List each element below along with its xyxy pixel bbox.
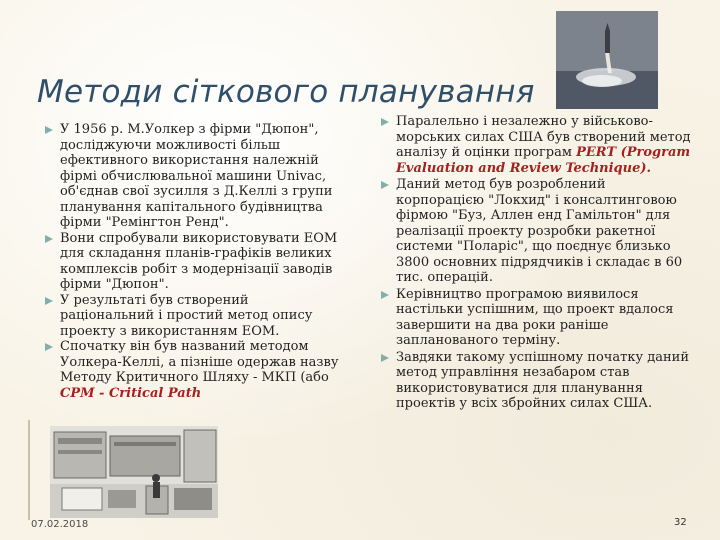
univac-computer-room-photo [50, 426, 218, 518]
list-item: У 1956 р. М.Уолкер з фірми "Дюпон", досліджуючи можливості більш ефективного використання належній фірмі обчислювальної машини Univac, об'єднав свої зусилля з Д.Келлі з групи планування капітального будівництва фірми "Ремінгтон Ренд". [45, 122, 345, 231]
right-bullet-list [381, 114, 691, 413]
computer-room-illustration [50, 426, 218, 518]
missile-launch-illustration [556, 11, 658, 109]
footer-date: 07.02.2018 [31, 519, 89, 530]
list-item: Даний метод був розроблений корпорацією "Локхид" і консалтинговою фірмою "Буз, Аллен енд Гамільтон" для реалізації проекту розробки ракетної системи "Поларіс", що поєднує близько 3800 основних підрядчиків і складає в 60 тис. операцій. [381, 177, 691, 286]
slide-title: Методи сіткового планування [37, 74, 535, 110]
list-item: Вони спробували використовувати ЕОМ для складання планів-графіків великих комплексів робіт з модернізації заводів фірми "Дюпон". [45, 231, 345, 293]
page-number: 32 [674, 517, 687, 528]
decorative-rule [28, 420, 30, 520]
list-item: У результаті був створений раціональний і простий метод опису проекту з використанням ЕОМ. [45, 293, 345, 340]
list-item: Завдяки такому успішному початку даний метод управління незабаром став використовуватися для планування проектів у всіх збройних силах США. [381, 350, 691, 412]
missile-launch-photo [556, 11, 658, 109]
list-item: Спочатку він був названий методом Уолкера-Келлі, а пізніше одержав назву Методу Критичного Шляху - МКП (або CPM - Critical Path [45, 339, 345, 401]
left-bullet-list [45, 122, 345, 401]
list-item: Керівництво програмою виявилося настільки успішним, що проект вдалося завершити на два роки раніше запланованого терміну. [381, 287, 691, 349]
cpm-highlight: CPM - Critical Path [60, 385, 202, 401]
list-item: Паралельно і незалежно у військово-морських силах США був створений метод аналізу й оцінки програм PERT (Program Evaluation and Review Technique). [381, 114, 691, 176]
pert-highlight: PERT (Program Evaluation and Review Technique). [396, 145, 691, 176]
